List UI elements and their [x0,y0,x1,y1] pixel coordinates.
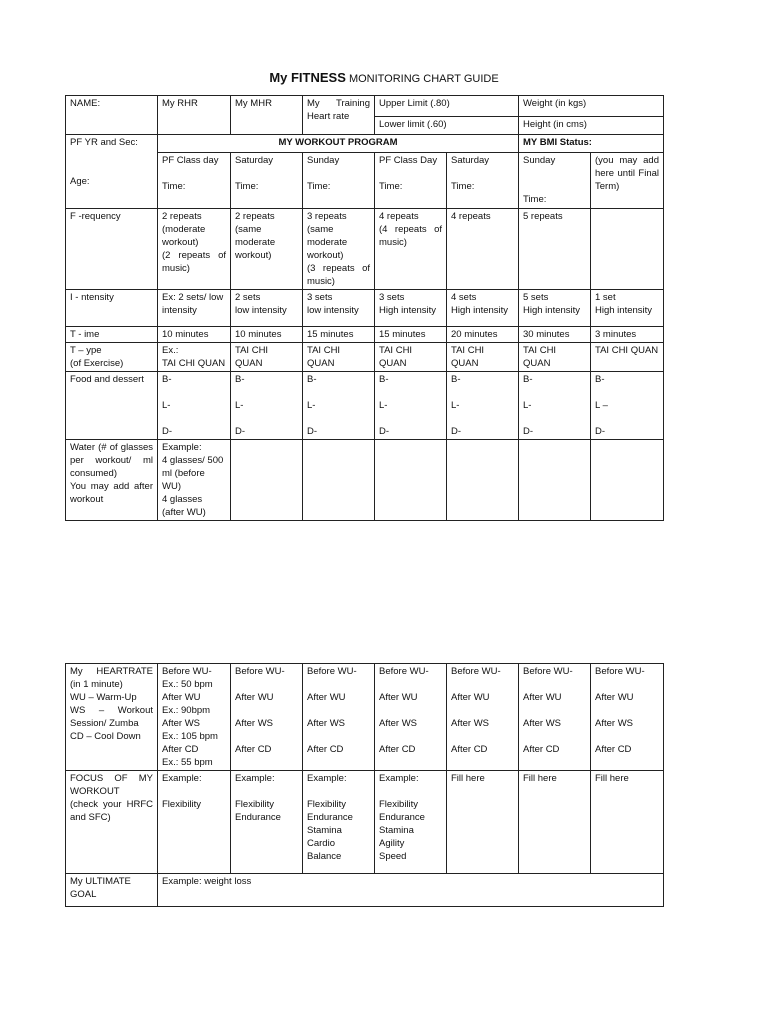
program-row [66,209,664,290]
program-cell[interactable]: B- L- D- [375,372,447,440]
program-row [66,327,664,343]
program-cell[interactable]: B- L- D- [447,372,519,440]
program-cell[interactable] [303,440,375,521]
row-label: FOCUS OF MY WORKOUT (check your HRFC and SFC) [66,771,158,874]
program-cell[interactable]: TAI CHI QUAN [303,343,375,372]
program-cell[interactable]: 20 minutes [447,327,519,343]
program-cell[interactable]: TAI CHI QUAN [375,343,447,372]
height-cell[interactable]: Height (in cms) [519,117,664,135]
row-label: Food and dessert [66,372,158,440]
program-cell[interactable]: 2 repeats (same moderate workout) [231,209,303,290]
day-header-4[interactable]: PF Class Day Time: [375,153,447,209]
program-cell[interactable] [591,209,664,290]
program-cell[interactable]: 30 minutes [519,327,591,343]
program-cell[interactable]: TAI CHI QUAN [591,343,664,372]
workout-program-table [65,95,664,521]
monitor-cell[interactable]: Before WU- After WU After WS After CD [447,664,519,771]
program-cell[interactable]: TAI CHI QUAN [519,343,591,372]
day-header-3[interactable]: Sunday Time: [303,153,375,209]
program-cell[interactable]: Example: 4 glasses/ 500 ml (before WU) 4 glasses (after WU) [158,440,231,521]
monitor-cell[interactable]: Example: Flexibility Endurance Stamina Agility Speed [375,771,447,874]
program-cell[interactable] [519,440,591,521]
program-cell[interactable]: 2 sets low intensity [231,290,303,327]
program-cell[interactable]: 2 repeats (moderate workout) (2 repeats of music) [158,209,231,290]
mhr-cell[interactable]: My MHR [231,96,303,135]
day-header-5[interactable]: Saturday Time: [447,153,519,209]
ultimate-goal-value[interactable]: Example: weight loss [158,874,664,907]
row-label: Water (# of glasses per workout/ ml consumed) You may add after workout [66,440,158,521]
monitor-cell[interactable]: Example: Flexibility Endurance Stamina Cardio Balance [303,771,375,874]
rhr-cell[interactable]: My RHR [158,96,231,135]
weight-cell[interactable]: Weight (in kgs) [519,96,664,117]
monitor-cell[interactable]: Before WU- After WU After WS After CD [519,664,591,771]
program-cell[interactable]: 10 minutes [158,327,231,343]
monitor-row [66,664,664,771]
bmi-status-heading: MY BMI Status: [519,135,664,153]
program-cell[interactable]: B- L- D- [158,372,231,440]
monitor-row [66,771,664,874]
monitor-cell[interactable]: Example: Flexibility Endurance [231,771,303,874]
day-header-1[interactable]: PF Class day Time: [158,153,231,209]
program-cell[interactable]: 4 repeats [447,209,519,290]
program-cell[interactable]: B- L- D- [303,372,375,440]
heartrate-focus-table [65,663,664,907]
program-cell[interactable]: B- L- D- [231,372,303,440]
page-title [0,70,768,85]
monitor-cell[interactable]: Before WU- Ex.: 50 bpm After WU Ex.: 90bpm After WS Ex.: 105 bpm After CD Ex.: 55 bpm [158,664,231,771]
monitor-cell[interactable]: Before WU- After WU After WS After CD [591,664,664,771]
program-cell[interactable]: 5 repeats [519,209,591,290]
program-row [66,372,664,440]
program-cell[interactable]: B- L- D- [519,372,591,440]
program-row [66,290,664,327]
monitor-cell[interactable]: Fill here [447,771,519,874]
day-header-2[interactable]: Saturday Time: [231,153,303,209]
name-label: NAME: [66,96,158,135]
title-rest: MONITORING CHART GUIDE [345,73,499,85]
row-label: F -requency [66,209,158,290]
program-cell[interactable]: B- L – D- [591,372,664,440]
program-cell[interactable]: TAI CHI QUAN [447,343,519,372]
program-cell[interactable] [591,440,664,521]
program-cell[interactable]: 15 minutes [303,327,375,343]
title-bold: My FITNESS [269,70,346,85]
training-hr-cell[interactable]: My Training Heart rate [303,96,375,135]
program-cell[interactable]: TAI CHI QUAN [231,343,303,372]
program-cell[interactable]: 3 minutes [591,327,664,343]
program-cell[interactable]: 5 sets High intensity [519,290,591,327]
program-row [66,343,664,372]
program-cell[interactable] [375,440,447,521]
row-label: I - ntensity [66,290,158,327]
row-label: T - ime [66,327,158,343]
program-cell[interactable]: 1 set High intensity [591,290,664,327]
program-cell[interactable]: 4 sets High intensity [447,290,519,327]
monitor-cell[interactable]: Before WU- After WU After WS After CD [303,664,375,771]
monitor-cell[interactable]: Fill here [519,771,591,874]
program-cell[interactable]: Ex: 2 sets/ low intensity [158,290,231,327]
day-header-7[interactable]: (you may add here until Final Term) [591,153,664,209]
program-row [66,440,664,521]
program-cell[interactable]: 3 sets low intensity [303,290,375,327]
program-cell[interactable]: 3 repeats (same moderate workout) (3 repeats of music) [303,209,375,290]
workout-program-heading: MY WORKOUT PROGRAM [158,135,519,153]
program-cell[interactable] [231,440,303,521]
day-header-6[interactable]: Sunday Time: [519,153,591,209]
monitor-cell[interactable]: Before WU- After WU After WS After CD [375,664,447,771]
program-cell[interactable]: 4 repeats (4 repeats of music) [375,209,447,290]
monitor-cell[interactable]: Example: Flexibility [158,771,231,874]
program-cell[interactable]: 3 sets High intensity [375,290,447,327]
pf-year-section-label: PF YR and Sec: Age: [66,135,158,209]
row-label: T – ype (of Exercise) [66,343,158,372]
program-cell[interactable]: Ex.: TAI CHI QUAN [158,343,231,372]
upper-limit-cell[interactable]: Upper Limit (.80) [375,96,519,117]
program-cell[interactable] [447,440,519,521]
monitor-cell[interactable]: Fill here [591,771,664,874]
row-label: My HEARTRATE (in 1 minute) WU – Warm-Up WS – Workout Session/ Zumba CD – Cool Down [66,664,158,771]
program-cell[interactable]: 15 minutes [375,327,447,343]
program-cell[interactable]: 10 minutes [231,327,303,343]
lower-limit-cell[interactable]: Lower limit (.60) [375,117,519,135]
ultimate-goal-label: My ULTIMATE GOAL [66,874,158,907]
monitor-cell[interactable]: Before WU- After WU After WS After CD [231,664,303,771]
